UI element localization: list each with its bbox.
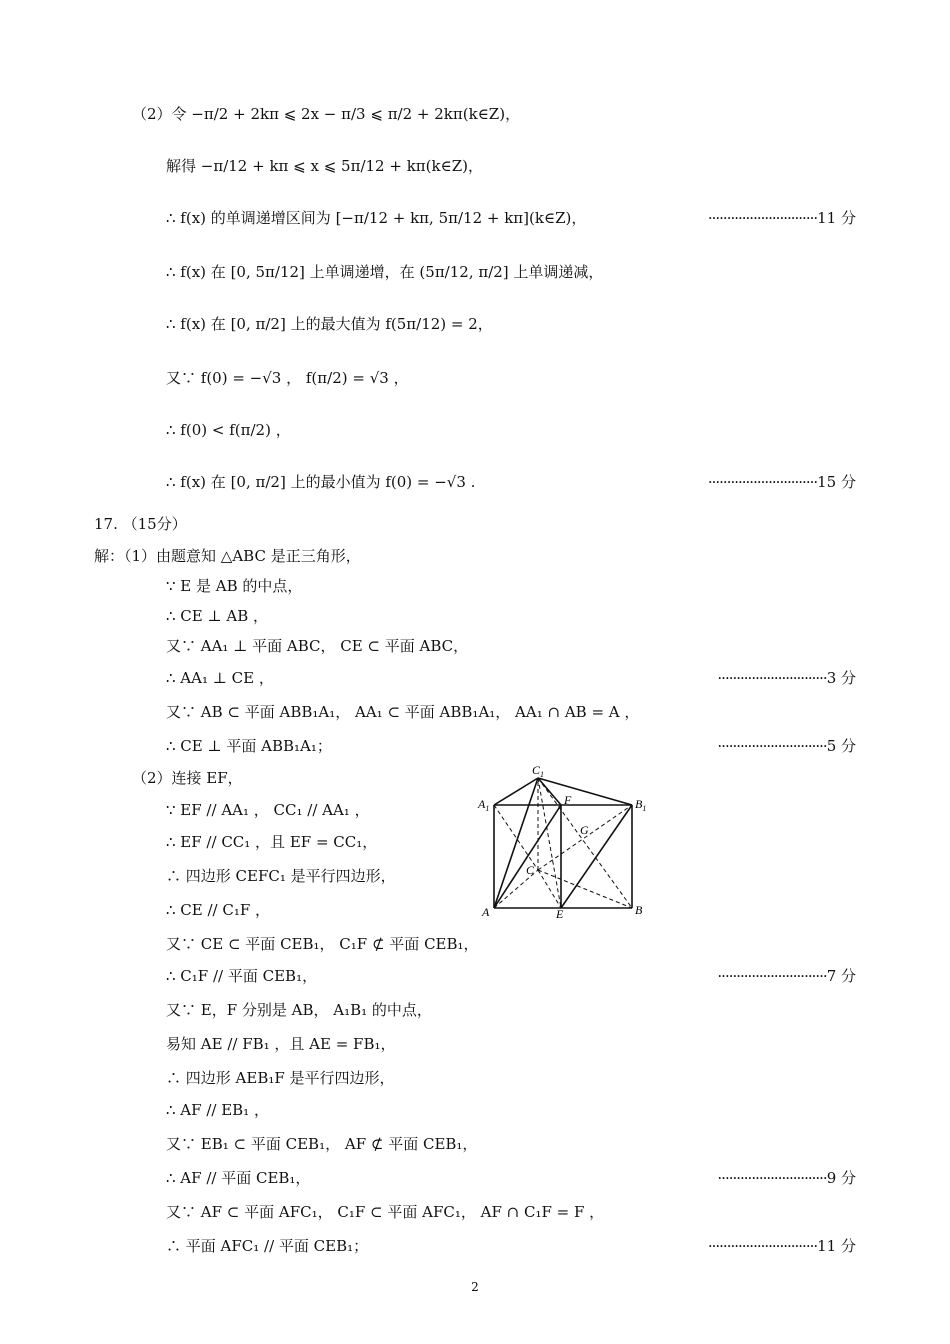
q17-line-8: （2）连接 EF， xyxy=(132,769,243,787)
prism-figure xyxy=(472,760,662,920)
q17-line-20: ∴ AF // 平面 CEB₁， xyxy=(166,1169,311,1187)
p2-line-5: ∴ f(x) 在 [0, π/2] 上的最大值为 f(5π/12) = 2， xyxy=(166,315,493,333)
q17-line-22: ∴ 平面 AFC₁ // 平面 CEB₁； xyxy=(166,1237,369,1255)
label-C: C xyxy=(526,863,535,877)
q17-line-18: ∴ AF // EB₁ ， xyxy=(166,1101,269,1119)
q17-line-15: 又∵ E，F 分别是 AB， A₁B₁ 的中点， xyxy=(166,1001,432,1019)
q17-line-3: ∴ CE ⊥ AB ， xyxy=(166,607,269,625)
score-5: ·····························5 分 xyxy=(717,737,856,755)
page-number: 2 xyxy=(471,1280,479,1294)
label-C1: $C_1$ xyxy=(532,763,545,779)
q17-line-7: ∴ CE ⊥ 平面 ABB₁A₁； xyxy=(166,737,332,755)
q17-line-13: 又∵ CE ⊂ 平面 CEB₁， C₁F ⊄ 平面 CEB₁， xyxy=(166,935,479,953)
p2-line-2: 解得 −π/12 + kπ ⩽ x ⩽ 5π/12 + kπ(k∈Z)， xyxy=(166,157,483,175)
score-11a: ·····························11 分 xyxy=(707,209,856,227)
p2-line-1: （2）令 −π/2 + 2kπ ⩽ 2x − π/3 ⩽ π/2 + 2kπ(k∈Z)， xyxy=(132,105,521,123)
label-B1: $B_1$ xyxy=(635,797,647,813)
p2-line-7: ∴ f(0) < f(π/2) ， xyxy=(166,421,291,439)
label-G: G xyxy=(580,823,589,837)
score-11b: ·····························11 分 xyxy=(707,1237,856,1255)
p2-line-8: ∴ f(x) 在 [0, π/2] 上的最小值为 f(0) = −√3 . xyxy=(166,473,476,491)
q17-line-6: 又∵ AB ⊂ 平面 ABB₁A₁， AA₁ ⊂ 平面 ABB₁A₁， AA₁ ∩ AB = A ， xyxy=(166,703,640,721)
score-7: ·····························7 分 xyxy=(717,967,856,985)
score-9: ·····························9 分 xyxy=(717,1169,856,1187)
q17-line-21: 又∵ AF ⊂ 平面 AFC₁， C₁F ⊂ 平面 AFC₁， AF ∩ C₁F = F ， xyxy=(166,1203,605,1221)
q17-line-12: ∴ CE // C₁F ， xyxy=(166,901,271,919)
q17-line-1: 解：（1）由题意知 △ABC 是正三角形， xyxy=(94,547,361,565)
edge-A-F xyxy=(494,805,561,908)
label-F: F xyxy=(564,793,572,807)
q17-line-10: ∴ EF // CC₁ ，且 EF = CC₁， xyxy=(166,833,378,851)
p2-line-6: 又∵ f(0) = −√3 ， f(π/2) = √3 ， xyxy=(166,369,409,387)
q17-line-14: ∴ C₁F // 平面 CEB₁， xyxy=(166,967,318,985)
edge-C-B1 xyxy=(538,805,632,870)
q17-header: 17. （15分） xyxy=(94,515,187,533)
q17-line-2: ∵ E 是 AB 的中点， xyxy=(166,577,303,595)
label-A: A xyxy=(482,905,490,919)
edge-A1-C xyxy=(494,805,538,870)
q17-line-17: ∴ 四边形 AEB₁F 是平行四边形， xyxy=(166,1069,395,1087)
q17-line-4: 又∵ AA₁ ⊥ 平面 ABC， CE ⊂ 平面 ABC， xyxy=(166,637,469,655)
label-E: E xyxy=(556,907,564,920)
score-3: ·····························3 分 xyxy=(717,669,856,687)
q17-line-19: 又∵ EB₁ ⊂ 平面 CEB₁， AF ⊄ 平面 CEB₁， xyxy=(166,1135,478,1153)
edge-A1-C1 xyxy=(494,778,538,805)
q17-line-16: 易知 AE // FB₁ ，且 AE = FB₁， xyxy=(166,1035,396,1053)
p2-line-4: ∴ f(x) 在 [0, 5π/12] 上单调递增，在 (5π/12, π/2] 上单调递减， xyxy=(166,263,604,281)
score-15: ·····························15 分 xyxy=(707,473,856,491)
q17-line-9: ∵ EF // AA₁ ， CC₁ // AA₁ ， xyxy=(166,801,370,819)
label-B: B xyxy=(635,903,643,917)
q17-line-11: ∴ 四边形 CEFC₁ 是平行四边形， xyxy=(166,867,396,885)
p2-line-3: ∴ f(x) 的单调递增区间为 [−π/12 + kπ, 5π/12 + kπ](k∈Z)， xyxy=(166,209,587,227)
edge-C1-B1 xyxy=(538,778,632,805)
q17-line-5: ∴ AA₁ ⊥ CE ， xyxy=(166,669,274,687)
label-A1: $A_1$ xyxy=(478,797,490,813)
